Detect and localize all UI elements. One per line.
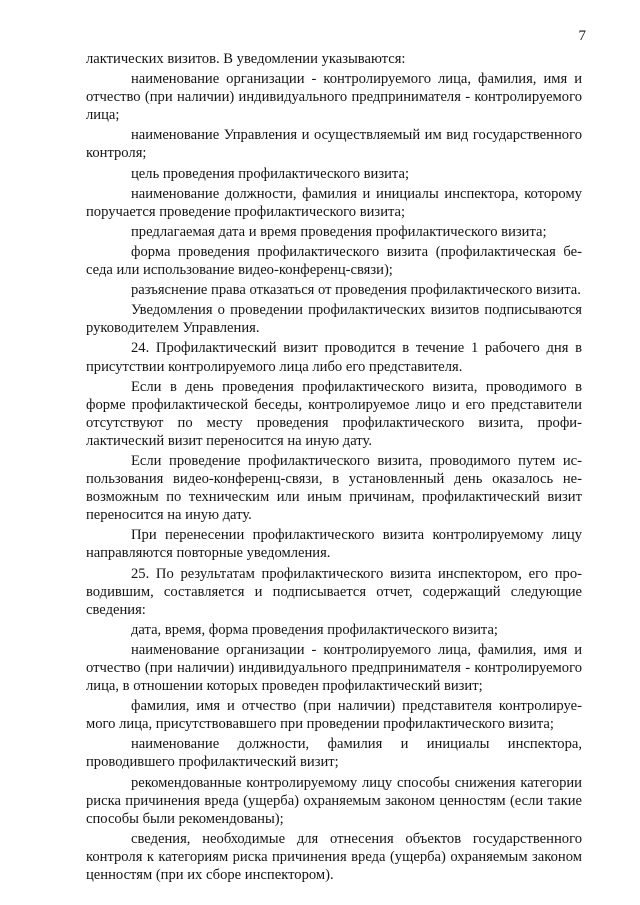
paragraph: Уведомления о проведении профилактических визитов подписываются руководителем Управления. (86, 302, 582, 337)
paragraph: наименование Управления и осуществляемый им вид государственного контроля; (86, 127, 582, 162)
paragraph: дата, время, форма проведения профилактического визита; (131, 621, 498, 638)
page-number: 7 (578, 28, 586, 44)
paragraph: рекомендованные контролируемому лицу способы снижения категории риска причинения вреда (ущерба) охраняемым законом ценностям (если такие способы были рекомендованы); (86, 774, 582, 827)
paragraph: разъяснение права отказаться от проведения профилактического визита. (131, 282, 581, 299)
paragraph: предлагаемая дата и время проведения профилактического визита; (131, 223, 547, 240)
paragraph: При перенесении профилактического визита контролируемому лицу направляются повторные уведомления. (86, 527, 582, 562)
paragraph: наименование организации - контролируемого лица, фамилия, имя и отчество (при наличии) индивидуального предпринимателя - контролируемого лица, в отношении которых проведен профилактический визит; (86, 641, 582, 695)
paragraph: наименование организации - контролируемого лица, фамилия, имя и отчество (при наличии) индивидуального предпринимателя - контролируемого лица; (86, 71, 582, 124)
paragraph: форма проведения профилактического визита (профилактическая беседа или использование видео-конференц-связи); (86, 243, 582, 279)
paragraph: цель проведения профилактического визита; (131, 165, 410, 182)
paragraph: 25. По результатам профилактического визита инспектором, его проводившим, составляется и подписывается отчет, содержащий следующие сведения: (86, 565, 582, 618)
paragraph: 24. Профилактический визит проводится в течение 1 рабочего дня в присутствии контролируемого лица либо его представителя. (86, 340, 582, 375)
paragraph: наименование должности, фамилия и инициалы инспектора, которому поручается проведение профилактического визита; (86, 185, 582, 220)
paragraph: сведения, необходимые для отнесения объектов государственного контроля к категориям риска причинения вреда (ущерба) охраняемым законом ценностям (при их сборе инспектором). (86, 830, 582, 884)
paragraph: лактических визитов. В уведомлении указываются: (86, 51, 406, 67)
paragraph: Если в день проведения профилактического визита, проводимого в форме профилактической беседы, контролируемое лицо и его представители отсутствуют по месту проведения профилактического визита, профилактический визит переносится на иную дату. (86, 378, 582, 449)
document-body (86, 50, 582, 886)
paragraph: Если проведение профилактического визита, проводимого путем использования видео-конференц-связи, в установленный день оказалось невозможным по техническим или иным причинам, профилактический визит переносится на иную дату. (86, 452, 582, 524)
paragraph: наименование должности, фамилия и инициалы инспектора, проводившего профилактический визит; (86, 736, 582, 771)
paragraph: фамилия, имя и отчество (при наличии) представителя контролируемого лица, присутствовавшего при проведении профилактического визита; (86, 698, 582, 733)
